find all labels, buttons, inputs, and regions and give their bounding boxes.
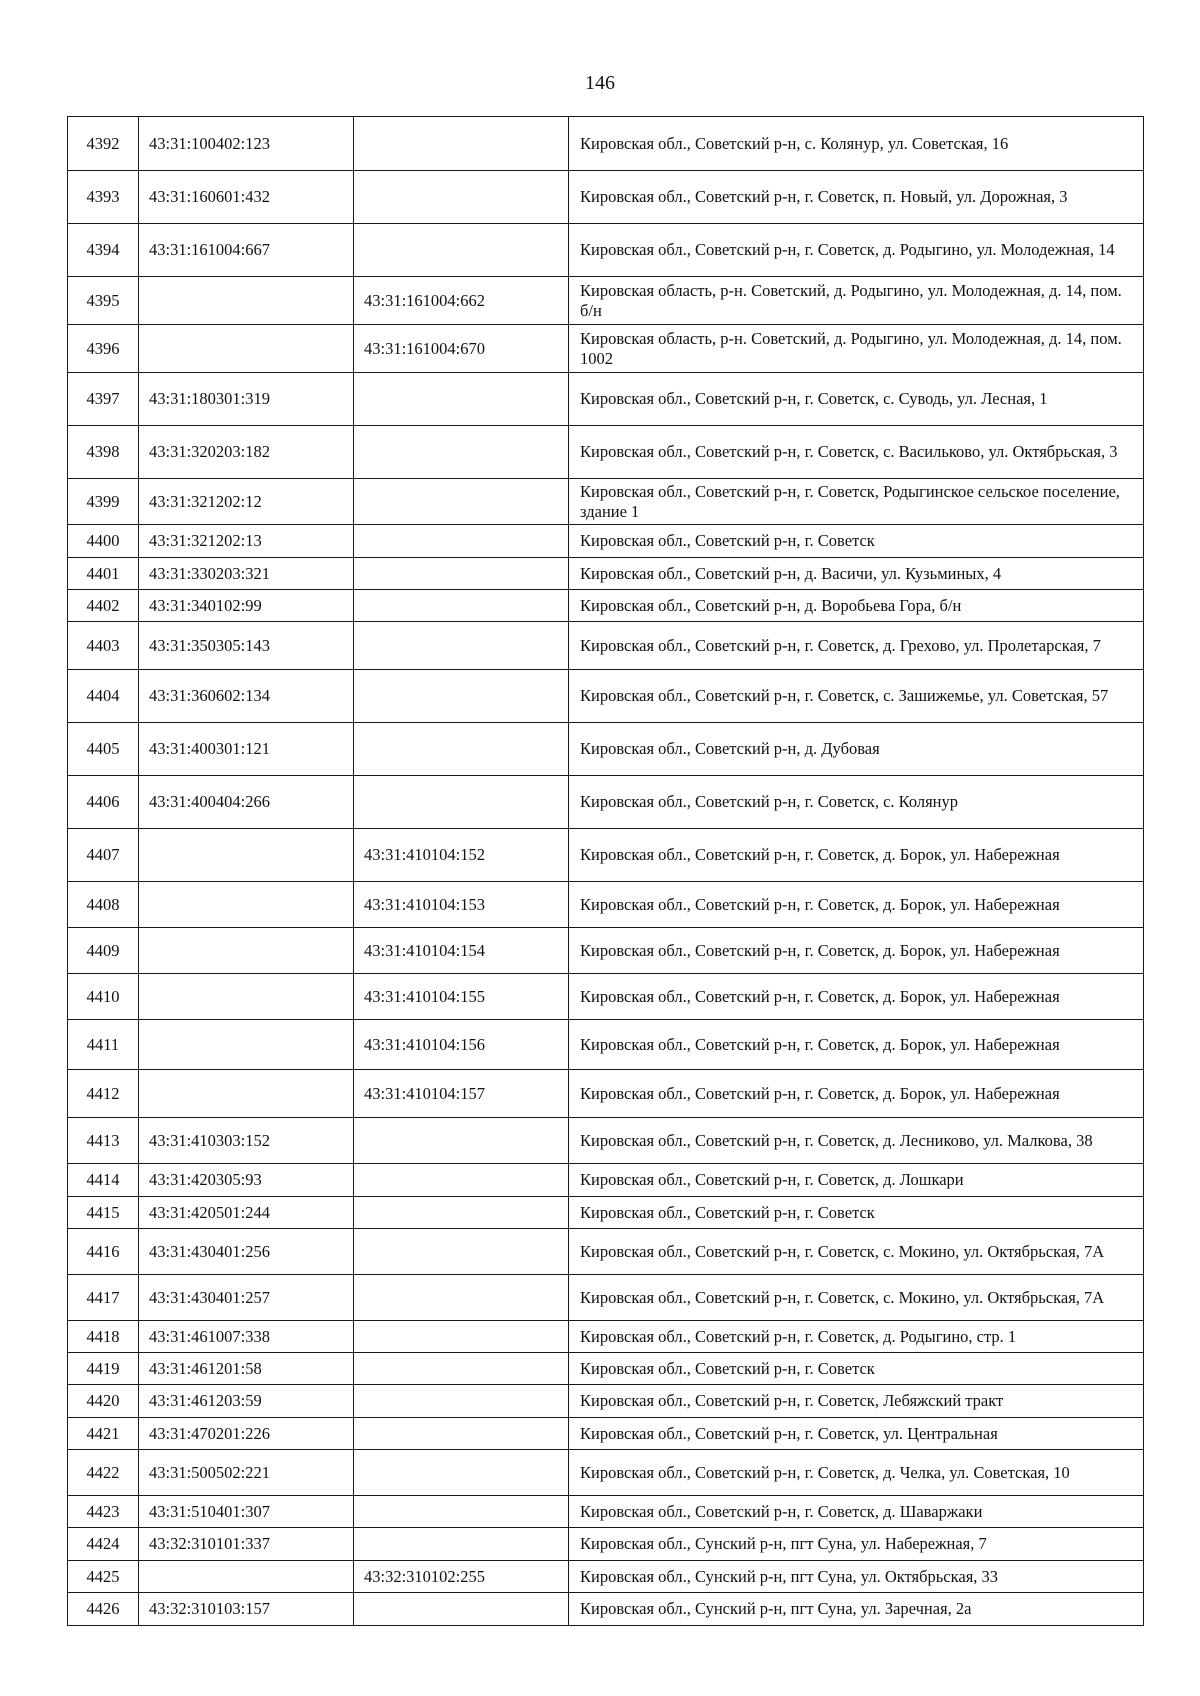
table-row: [68, 1450, 1144, 1496]
table-row: [68, 1385, 1144, 1418]
table-row: [68, 882, 1144, 928]
row-number-cell: 4405: [68, 723, 139, 776]
table-row: [68, 928, 1144, 974]
premises-cadastral-number-cell: [354, 426, 569, 479]
row-number-cell: 4424: [68, 1528, 139, 1561]
row-number-cell: 4395: [68, 277, 139, 325]
address-cell: Кировская обл., Советский р-н, г. Советск, Лебяжский тракт: [569, 1385, 1144, 1418]
page-number: 146: [585, 72, 615, 94]
cadastral-number-cell: 43:31:400301:121: [139, 723, 354, 776]
cadastral-number-cell: 43:31:400404:266: [139, 776, 354, 829]
cadastral-number-cell: 43:31:321202:12: [139, 479, 354, 525]
table-row: [68, 974, 1144, 1020]
cadastral-number-cell: [139, 325, 354, 373]
premises-cadastral-number-cell: [354, 373, 569, 426]
address-cell: Кировская обл., Советский р-н, г. Советск, с. Суводь, ул. Лесная, 1: [569, 373, 1144, 426]
row-number-cell: 4406: [68, 776, 139, 829]
table-row: [68, 1496, 1144, 1528]
premises-cadastral-number-cell: [354, 1593, 569, 1626]
cadastral-number-cell: 43:31:410303:152: [139, 1118, 354, 1164]
row-number-cell: 4416: [68, 1229, 139, 1275]
address-cell: Кировская обл., Советский р-н, г. Советск, с. Мокино, ул. Октябрьская, 7А: [569, 1229, 1144, 1275]
address-cell: Кировская обл., Сунский р-н, пгт Суна, ул. Набережная, 7: [569, 1528, 1144, 1561]
premises-cadastral-number-cell: [354, 1496, 569, 1528]
premises-cadastral-number-cell: [354, 1229, 569, 1275]
row-number-cell: 4399: [68, 479, 139, 525]
premises-cadastral-number-cell: [354, 670, 569, 723]
address-cell: Кировская обл., Советский р-н, г. Советск, с. Мокино, ул. Октябрьская, 7А: [569, 1275, 1144, 1321]
table-row: [68, 325, 1144, 373]
address-cell: Кировская обл., Советский р-н, г. Советск, д. Челка, ул. Советская, 10: [569, 1450, 1144, 1496]
table-row: [68, 1418, 1144, 1450]
address-cell: Кировская обл., Советский р-н, г. Советск, д. Борок, ул. Набережная: [569, 974, 1144, 1020]
table-row: [68, 479, 1144, 525]
row-number-cell: 4415: [68, 1197, 139, 1229]
row-number-cell: 4397: [68, 373, 139, 426]
row-number-cell: 4402: [68, 590, 139, 622]
table-row: [68, 1070, 1144, 1118]
row-number-cell: 4422: [68, 1450, 139, 1496]
address-cell: Кировская обл., Советский р-н, г. Советск, д. Борок, ул. Набережная: [569, 1070, 1144, 1118]
address-cell: Кировская обл., Советский р-н, г. Советск: [569, 1197, 1144, 1229]
address-cell: Кировская обл., Советский р-н, г. Советск, д. Родыгино, стр. 1: [569, 1321, 1144, 1353]
table-row: [68, 117, 1144, 171]
cadastral-number-cell: 43:31:180301:319: [139, 373, 354, 426]
cadastral-number-cell: [139, 882, 354, 928]
row-number-cell: 4403: [68, 622, 139, 670]
premises-cadastral-number-cell: 43:31:410104:157: [354, 1070, 569, 1118]
table-row: [68, 670, 1144, 723]
premises-cadastral-number-cell: 43:31:410104:152: [354, 829, 569, 882]
row-number-cell: 4401: [68, 558, 139, 590]
premises-cadastral-number-cell: [354, 776, 569, 829]
cadastral-number-cell: 43:31:430401:256: [139, 1229, 354, 1275]
address-cell: Кировская обл., Советский р-н, г. Советск, д. Грехово, ул. Пролетарская, 7: [569, 622, 1144, 670]
row-number-cell: 4419: [68, 1353, 139, 1385]
premises-cadastral-number-cell: [354, 224, 569, 277]
cadastral-number-cell: 43:31:420305:93: [139, 1164, 354, 1197]
cadastral-number-cell: 43:32:310103:157: [139, 1593, 354, 1626]
premises-cadastral-number-cell: [354, 558, 569, 590]
table-row: [68, 1197, 1144, 1229]
address-cell: Кировская обл., Советский р-н, г. Советск, д. Борок, ул. Набережная: [569, 1020, 1144, 1070]
premises-cadastral-number-cell: [354, 1353, 569, 1385]
premises-cadastral-number-cell: 43:31:161004:662: [354, 277, 569, 325]
premises-cadastral-number-cell: [354, 1164, 569, 1197]
cadastral-number-cell: 43:31:461007:338: [139, 1321, 354, 1353]
cadastral-number-cell: 43:31:461203:59: [139, 1385, 354, 1418]
address-cell: Кировская обл., Сунский р-н, пгт Суна, ул. Октябрьская, 33: [569, 1561, 1144, 1593]
address-cell: Кировская обл., Советский р-н, д. Дубовая: [569, 723, 1144, 776]
row-number-cell: 4418: [68, 1321, 139, 1353]
cadastral-number-cell: 43:31:510401:307: [139, 1496, 354, 1528]
row-number-cell: 4426: [68, 1593, 139, 1626]
row-number-cell: 4408: [68, 882, 139, 928]
cadastral-number-cell: [139, 928, 354, 974]
premises-cadastral-number-cell: 43:31:410104:154: [354, 928, 569, 974]
premises-cadastral-number-cell: [354, 622, 569, 670]
table-row: [68, 1118, 1144, 1164]
cadastral-number-cell: 43:31:330203:321: [139, 558, 354, 590]
table-row: [68, 224, 1144, 277]
row-number-cell: 4413: [68, 1118, 139, 1164]
premises-cadastral-number-cell: [354, 723, 569, 776]
cadastral-number-cell: 43:31:461201:58: [139, 1353, 354, 1385]
premises-cadastral-number-cell: [354, 171, 569, 224]
cadastral-number-cell: [139, 829, 354, 882]
table-row: [68, 776, 1144, 829]
cadastral-number-cell: 43:31:320203:182: [139, 426, 354, 479]
table-row: [68, 622, 1144, 670]
premises-cadastral-number-cell: [354, 1528, 569, 1561]
row-number-cell: 4417: [68, 1275, 139, 1321]
address-cell: Кировская обл., Советский р-н, г. Советск, д. Борок, ул. Набережная: [569, 829, 1144, 882]
row-number-cell: 4392: [68, 117, 139, 171]
cadastral-number-cell: [139, 1020, 354, 1070]
row-number-cell: 4411: [68, 1020, 139, 1070]
cadastral-number-cell: 43:31:350305:143: [139, 622, 354, 670]
address-cell: Кировская обл., Советский р-н, г. Советск, д. Родыгино, ул. Молодежная, 14: [569, 224, 1144, 277]
table-row: [68, 171, 1144, 224]
row-number-cell: 4396: [68, 325, 139, 373]
premises-cadastral-number-cell: 43:31:410104:156: [354, 1020, 569, 1070]
premises-cadastral-number-cell: 43:32:310102:255: [354, 1561, 569, 1593]
address-cell: Кировская обл., Советский р-н, г. Советск, д. Лесниково, ул. Малкова, 38: [569, 1118, 1144, 1164]
address-cell: Кировская обл., Советский р-н, г. Советск, с. Зашижемье, ул. Советская, 57: [569, 670, 1144, 723]
table-row: [68, 723, 1144, 776]
table-row: [68, 1321, 1144, 1353]
cadastral-number-cell: [139, 1561, 354, 1593]
premises-cadastral-number-cell: [354, 1385, 569, 1418]
table-row: [68, 426, 1144, 479]
table-body: [68, 117, 1144, 1626]
row-number-cell: 4409: [68, 928, 139, 974]
cadastral-number-cell: [139, 1070, 354, 1118]
address-cell: Кировская обл., Советский р-н, с. Колянур, ул. Советская, 16: [569, 117, 1144, 171]
cadastral-number-cell: [139, 277, 354, 325]
row-number-cell: 4421: [68, 1418, 139, 1450]
cadastral-number-cell: 43:31:360602:134: [139, 670, 354, 723]
premises-cadastral-number-cell: [354, 1275, 569, 1321]
address-cell: Кировская обл., Сунский р-н, пгт Суна, ул. Заречная, 2а: [569, 1593, 1144, 1626]
cadastral-number-cell: 43:31:340102:99: [139, 590, 354, 622]
table-row: [68, 1528, 1144, 1561]
row-number-cell: 4400: [68, 525, 139, 558]
cadastral-number-cell: 43:31:160601:432: [139, 171, 354, 224]
premises-cadastral-number-cell: [354, 1418, 569, 1450]
cadastral-number-cell: 43:31:100402:123: [139, 117, 354, 171]
table-row: [68, 1229, 1144, 1275]
premises-cadastral-number-cell: 43:31:161004:670: [354, 325, 569, 373]
premises-cadastral-number-cell: [354, 117, 569, 171]
address-cell: Кировская обл., Советский р-н, д. Воробьева Гора, б/н: [569, 590, 1144, 622]
row-number-cell: 4420: [68, 1385, 139, 1418]
row-number-cell: 4394: [68, 224, 139, 277]
row-number-cell: 4398: [68, 426, 139, 479]
address-cell: Кировская обл., Советский р-н, г. Советск: [569, 1353, 1144, 1385]
address-cell: Кировская обл., Советский р-н, г. Советск, д. Борок, ул. Набережная: [569, 882, 1144, 928]
cadastral-number-cell: 43:31:161004:667: [139, 224, 354, 277]
table-row: [68, 373, 1144, 426]
cadastral-number-cell: 43:31:500502:221: [139, 1450, 354, 1496]
table-row: [68, 558, 1144, 590]
row-number-cell: 4393: [68, 171, 139, 224]
row-number-cell: 4425: [68, 1561, 139, 1593]
premises-cadastral-number-cell: 43:31:410104:155: [354, 974, 569, 1020]
property-register-table: [67, 116, 1144, 1626]
table-row: [68, 1593, 1144, 1626]
premises-cadastral-number-cell: [354, 479, 569, 525]
address-cell: Кировская обл., Советский р-н, г. Советск: [569, 525, 1144, 558]
cadastral-number-cell: 43:32:310101:337: [139, 1528, 354, 1561]
address-cell: Кировская область, р-н. Советский, д. Родыгино, ул. Молодежная, д. 14, пом. б/н: [569, 277, 1144, 325]
table-row: [68, 1020, 1144, 1070]
row-number-cell: 4407: [68, 829, 139, 882]
table-row: [68, 1561, 1144, 1593]
row-number-cell: 4410: [68, 974, 139, 1020]
cadastral-number-cell: [139, 974, 354, 1020]
address-cell: Кировская обл., Советский р-н, г. Советск, ул. Центральная: [569, 1418, 1144, 1450]
premises-cadastral-number-cell: [354, 1118, 569, 1164]
table-row: [68, 1275, 1144, 1321]
address-cell: Кировская обл., Советский р-н, г. Советск, п. Новый, ул. Дорожная, 3: [569, 171, 1144, 224]
row-number-cell: 4423: [68, 1496, 139, 1528]
address-cell: Кировская обл., Советский р-н, г. Советск, с. Колянур: [569, 776, 1144, 829]
row-number-cell: 4414: [68, 1164, 139, 1197]
table-row: [68, 277, 1144, 325]
table-row: [68, 1353, 1144, 1385]
cadastral-number-cell: 43:31:420501:244: [139, 1197, 354, 1229]
cadastral-number-cell: 43:31:321202:13: [139, 525, 354, 558]
premises-cadastral-number-cell: [354, 1197, 569, 1229]
premises-cadastral-number-cell: [354, 1450, 569, 1496]
table-row: [68, 829, 1144, 882]
address-cell: Кировская обл., Советский р-н, г. Советск, д. Шаваржаки: [569, 1496, 1144, 1528]
table-row: [68, 1164, 1144, 1197]
address-cell: Кировская обл., Советский р-н, г. Советск, Родыгинское сельское поселение, здание 1: [569, 479, 1144, 525]
address-cell: Кировская обл., Советский р-н, г. Советск, с. Васильково, ул. Октябрьская, 3: [569, 426, 1144, 479]
table-row: [68, 590, 1144, 622]
table-row: [68, 525, 1144, 558]
address-cell: Кировская обл., Советский р-н, г. Советск, д. Борок, ул. Набережная: [569, 928, 1144, 974]
address-cell: Кировская обл., Советский р-н, г. Советск, д. Лошкари: [569, 1164, 1144, 1197]
cadastral-number-cell: 43:31:470201:226: [139, 1418, 354, 1450]
address-cell: Кировская область, р-н. Советский, д. Родыгино, ул. Молодежная, д. 14, пом. 1002: [569, 325, 1144, 373]
premises-cadastral-number-cell: 43:31:410104:153: [354, 882, 569, 928]
cadastral-number-cell: 43:31:430401:257: [139, 1275, 354, 1321]
row-number-cell: 4412: [68, 1070, 139, 1118]
premises-cadastral-number-cell: [354, 525, 569, 558]
address-cell: Кировская обл., Советский р-н, д. Васичи, ул. Кузьминых, 4: [569, 558, 1144, 590]
row-number-cell: 4404: [68, 670, 139, 723]
premises-cadastral-number-cell: [354, 1321, 569, 1353]
premises-cadastral-number-cell: [354, 590, 569, 622]
